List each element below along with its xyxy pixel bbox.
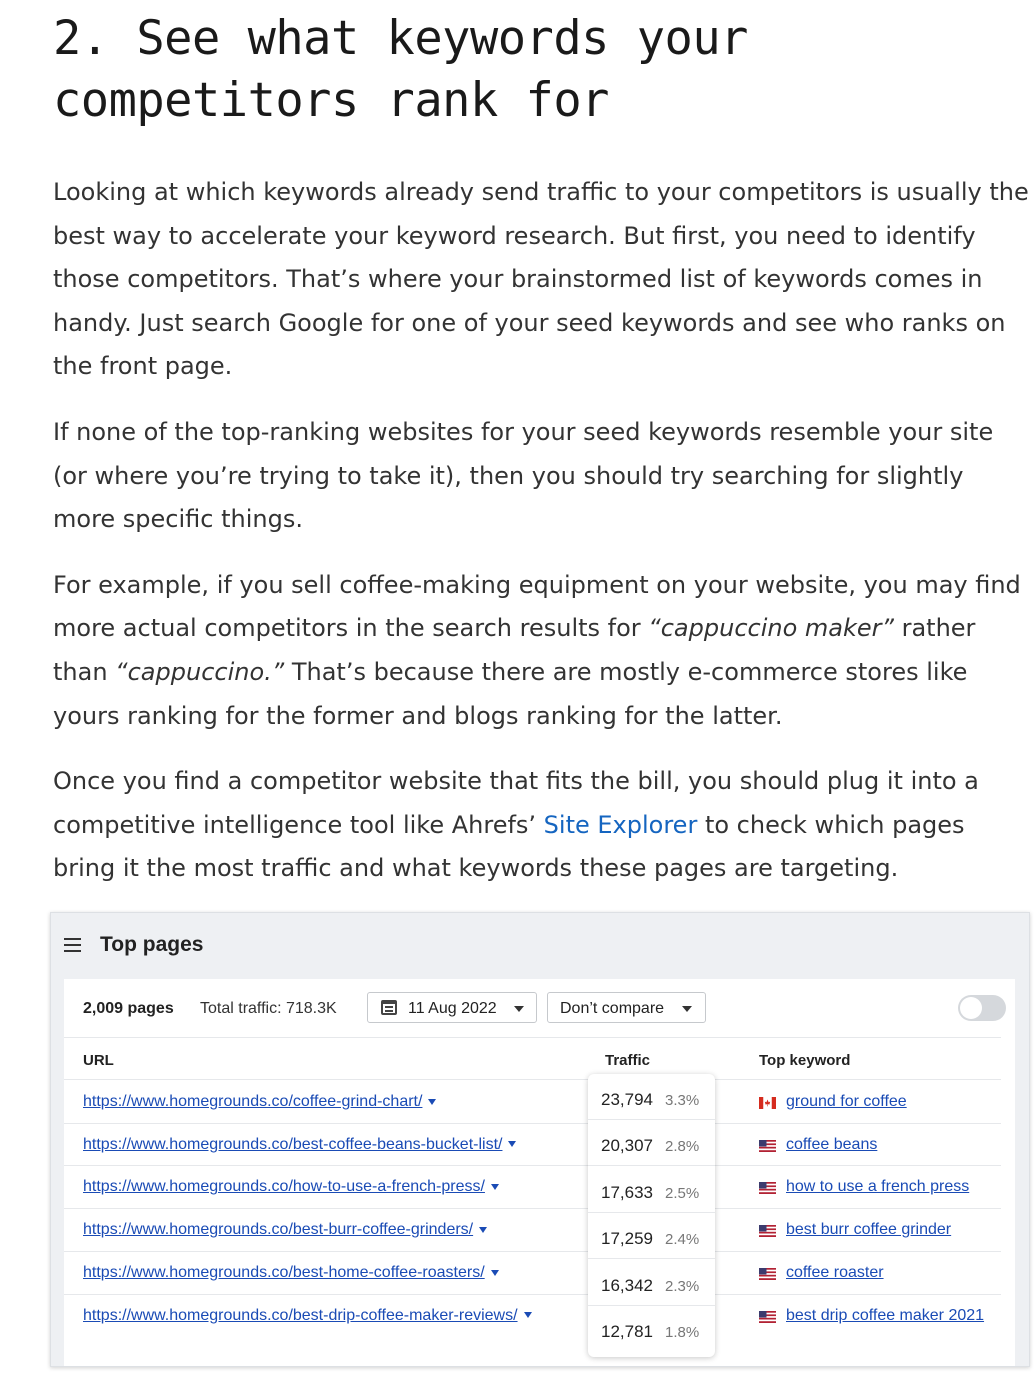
calendar-icon <box>381 1000 397 1015</box>
compare-dropdown[interactable] <box>547 992 706 1023</box>
page-url-link[interactable]: https://www.homegrounds.co/best-home-coffee-roasters/ <box>83 1264 499 1282</box>
paragraph-2: If none of the top-ranking websites for your seed keywords resemble your site (or where you’re trying to take it), then you should try searching for slightly more specific things. <box>53 417 994 534</box>
paragraph-1: Looking at which keywords already send traffic to your competitors is usually the best way to accelerate your keyword research. But first, you need to identify those competitors. That’s where your brainstormed list of keywords comes in handy. Just search Google for one of your seed keywords and see who ranks on the front page. <box>53 178 1029 381</box>
traffic-value: 17,633 <box>601 1182 653 1202</box>
emphasis-cappuccino-maker: “cappuccino maker” <box>648 614 894 643</box>
page-url-link[interactable]: https://www.homegrounds.co/best-coffee-beans-bucket-list/ <box>83 1136 516 1154</box>
table-row <box>64 1080 1001 1123</box>
toggle-switch[interactable] <box>958 995 1006 1021</box>
country-flag-icon <box>759 1139 776 1151</box>
traffic-cell <box>588 1260 715 1306</box>
top-keyword-link[interactable]: coffee beans <box>786 1135 878 1153</box>
chevron-down-icon <box>682 1006 692 1012</box>
top-keyword-link[interactable]: best burr coffee grinder <box>786 1221 952 1239</box>
paragraph-3-text-b: rather than <box>53 614 976 686</box>
screenshot-header <box>51 913 1029 977</box>
url-dropdown-icon[interactable] <box>479 1227 487 1233</box>
column-header-top-keyword[interactable]: Top keyword <box>759 1052 851 1069</box>
compare-label: Don’t compare <box>560 1000 665 1017</box>
chevron-down-icon <box>514 1006 524 1012</box>
traffic-column-card <box>588 1074 715 1357</box>
date-label: 11 Aug 2022 <box>408 1000 497 1017</box>
url-dropdown-icon[interactable] <box>524 1312 532 1318</box>
page-url-link[interactable]: https://www.homegrounds.co/best-burr-coffee-grinders/ <box>83 1221 487 1239</box>
traffic-percent: 2.4% <box>665 1231 700 1249</box>
traffic-percent: 2.5% <box>665 1184 700 1202</box>
section-heading: 2. See what keywords your competitors rank for <box>53 11 748 128</box>
paragraph-3 <box>53 564 1033 738</box>
traffic-cell <box>588 1306 715 1352</box>
top-keyword-link[interactable]: coffee roaster <box>786 1263 884 1281</box>
traffic-cell <box>588 1167 715 1213</box>
traffic-value: 16,342 <box>601 1275 653 1295</box>
page-url-link[interactable]: https://www.homegrounds.co/best-drip-coffee-maker-reviews/ <box>83 1307 532 1325</box>
paragraph-4 <box>53 760 1033 891</box>
paragraph-4-text-a: Once you find a competitor website that fits the bill, you should plug it into a competitive intelligence tool like Ahrefs’ <box>53 767 979 839</box>
traffic-value: 20,307 <box>601 1136 653 1156</box>
column-header-traffic[interactable]: Traffic <box>605 1052 651 1069</box>
paragraph-3-text-c: That’s because there are mostly e-commerce stores like yours ranking for the former and blogs ranking for the latter. <box>53 657 968 730</box>
url-dropdown-icon[interactable] <box>491 1184 499 1190</box>
article <box>53 0 1033 891</box>
traffic-cell <box>588 1213 715 1259</box>
url-dropdown-icon[interactable] <box>508 1141 516 1147</box>
hamburger-menu-icon[interactable] <box>64 938 81 952</box>
top-keyword-link[interactable]: ground for coffee <box>786 1093 907 1110</box>
top-keyword-link[interactable]: best drip coffee maker 2021 <box>786 1306 985 1324</box>
country-flag-icon <box>759 1310 776 1322</box>
table-row <box>64 1251 1001 1294</box>
country-flag-icon <box>759 1096 776 1108</box>
traffic-percent: 2.3% <box>665 1277 700 1295</box>
date-picker-button[interactable] <box>367 992 537 1023</box>
top-keyword-link[interactable]: how to use a french press <box>786 1178 970 1196</box>
traffic-cell <box>588 1074 715 1120</box>
url-dropdown-icon[interactable] <box>491 1270 499 1276</box>
screenshot-title: Top pages <box>100 933 204 956</box>
country-flag-icon <box>759 1267 776 1279</box>
traffic-value: 17,259 <box>601 1229 653 1249</box>
country-flag-icon <box>759 1181 776 1193</box>
table-row <box>64 1165 1001 1208</box>
traffic-percent: 1.8% <box>665 1324 700 1341</box>
traffic-percent: 2.8% <box>665 1138 700 1156</box>
pages-count: 2,009 pages <box>83 1000 174 1017</box>
page-url-link[interactable]: https://www.homegrounds.co/how-to-use-a-french-press/ <box>83 1178 499 1196</box>
paragraph-3-text-a: For example, if you sell coffee-making equipment on your website, you may find more actual competitors in the search results for <box>53 570 1021 643</box>
url-dropdown-icon[interactable] <box>428 1099 436 1105</box>
traffic-value: 23,794 <box>601 1090 653 1109</box>
site-explorer-link[interactable]: Site Explorer <box>543 810 698 839</box>
table-row <box>64 1294 1001 1337</box>
toolbar <box>64 979 1015 1037</box>
top-pages-screenshot <box>50 912 1030 1367</box>
top-pages-panel <box>64 979 1015 1367</box>
emphasis-cappuccino: “cappuccino.” <box>115 657 285 686</box>
table-row <box>64 1208 1001 1251</box>
country-flag-icon <box>759 1224 776 1236</box>
traffic-percent: 3.3% <box>665 1092 700 1109</box>
total-traffic: Total traffic: 718.3K <box>200 1000 337 1017</box>
toggle-knob <box>960 997 982 1019</box>
paragraph-4-text-b: to check which pages bring it the most traffic and what keywords these pages are targeting. <box>53 810 965 883</box>
page-url-link[interactable]: https://www.homegrounds.co/coffee-grind-chart/ <box>83 1093 436 1111</box>
divider <box>64 1037 1001 1038</box>
traffic-value: 12,781 <box>601 1322 653 1341</box>
traffic-cell <box>588 1120 715 1166</box>
table-row <box>64 1123 1001 1166</box>
column-header-url[interactable]: URL <box>83 1052 114 1069</box>
